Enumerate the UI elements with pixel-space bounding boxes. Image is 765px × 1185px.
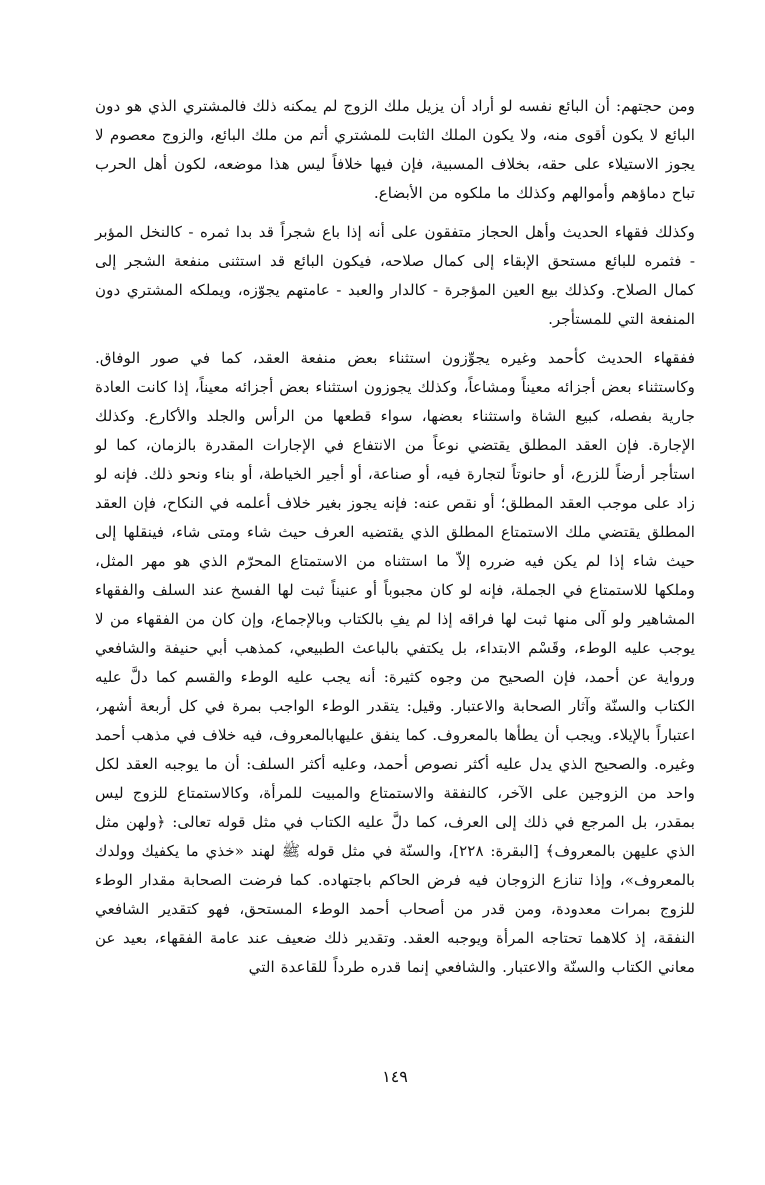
page-body <box>95 92 695 982</box>
paragraph-1: ومن حجتهم: أن البائع نفسه لو أراد أن يزيل ملك الزوج لم يمكنه ذلك فالمشتري الذي هو دون البائع لا يكون أقوى منه، ولا يكون الملك الثابت للمشتري أتم من ملك البائع، والزوج معصوم لا يجوز الاستيلاء على حقه، بخلاف المسبية، فإن فيها خلافاً ليس هذا موضعه، لكون أهل الحرب تباح دماؤهم وأموالهم وكذلك ما ملكوه من الأبضاع. <box>95 97 695 202</box>
page-number: ١٤٩ <box>382 1067 408 1086</box>
paragraph-2: وكذلك فقهاء الحديث وأهل الحجاز متفقون على أنه إذا باع شجراً قد بدا ثمره - كالنخل المؤبر - فثمره للبائع مستحق الإبقاء إلى كمال صلاحه، فيكون البائع قد استثنى منفعة الشجر إلى كمال الصلاح. وكذلك بيع العين المؤجرة - كالدار والعبد - عامتهم يجوّزه، ويملكه المشتري دون المنفعة التي للمستأجر. <box>95 223 695 328</box>
paragraph-3: ففقهاء الحديث كأحمد وغيره يجوِّزون استثناء بعض منفعة العقد، كما في صور الوفاق. وكاستثناء بعض أجزائه معيناً ومشاعاً، وكذلك يجوزون استثناء بعض أجزائه معيناً، إذا كانت العادة جارية بفصله، كبيع الشاة واستثناء بعضها، سواء قطعها من الرأس والجلد والأكارع. وكذلك الإجارة. فإن العقد المطلق يقتضي نوعاً من الانتفاع في الإجارات المقدرة بالزمان، كما لو استأجر أرضاً للزرع، أو حانوتاً لتجارة فيه، أو صناعة، أو أجير الخياطة، أو بناء ونحو ذلك. فإنه لو زاد على موجب العقد المطلق؛ أو نقص عنه: فإنه يجوز بغير خلاف أعلمه في النكاح، فإن العقد المطلق يقتضي ملك الاستمتاع المطلق الذي يقتضيه العرف حيث شاء ومتى شاء، فينقلها إلى حيث شاء إذا لم يكن فيه ضرره إلاّ ما استثناه من الاستمتاع المحرّم الذي هو مهر المثل، وملكها للاستمتاع في الجملة، فإنه لو كان مجبوباً أو عنيناً ثبت لها الفسخ عند السلف والفقهاء المشاهير ولو آلى منها ثبت لها فراقه إذا لم يفِ بالكتاب وبالإجماع، وإن كان من الفقهاء من لا يوجب عليه الوطء، وقَسْم الابتداء، بل يكتفي بالباعث الطبيعي، كمذهب أبي حنيفة والشافعي ورواية عن أحمد، فإن الصحيح من وجوه كثيرة: أنه يجب عليه الوطء والقسم كما دلَّ عليه الكتاب والسنّة وآثار الصحابة والاعتبار. وقيل: يتقدر الوطء الواجب بمرة في كل أربعة أشهر، اعتباراً بالإيلاء. ويجب أن يطأها بالمعروف. كما ينفق عليهابالمعروف، فيه خلاف في مذهب أحمد وغيره. والصحيح الذي يدل عليه أكثر نصوص أحمد، وعليه أكثر السلف: أن ما يوجبه العقد لكل واحد من الزوجين على الآخر، كالنفقة والاستمتاع والمبيت للمرأة، وكالاستمتاع للزوج ليس بمقدر، بل المرجع في ذلك إلى العرف، كما دلَّ عليه الكتاب في مثل قوله تعالى: ﴿ولهن مثل الذي عليهن بالمعروف﴾ [البقرة: ٢٢٨]، والسنّة في مثل قوله ﷺ لهند «خذي ما يكفيك وولدك بالمعروف»، وإذا تنازع الزوجان فيه فرض الحاكم باجتهاده. كما فرضت الصحابة مقدار الوطء للزوج بمرات معدودة، ومن قدر من أصحاب أحمد الوطء المستحق، فهو كتقدير الشافعي النفقة، إذ كلاهما تحتاجه المرأة ويوجبه العقد. وتقدير ذلك ضعيف عند عامة الفقهاء، بعيد عن معاني الكتاب والسنّة والاعتبار. والشافعي إنما قدره طرداً للقاعدة التي <box>95 349 695 976</box>
